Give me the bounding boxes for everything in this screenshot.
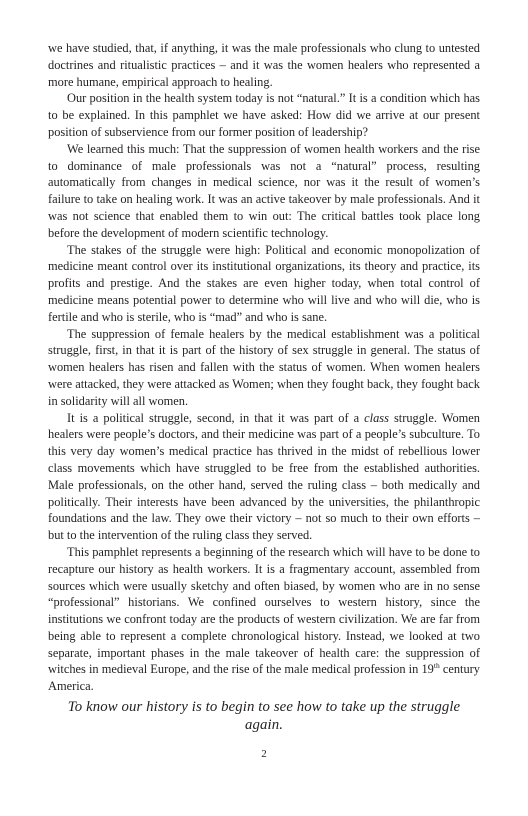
ordinal-superscript: th <box>433 661 440 671</box>
paragraph: we have studied, that, if anything, it was the male professionals who clung to untested doctrines and ritualistic practices – and it was the women healers who represented a more humane, empirical approach to healing. <box>48 41 480 89</box>
paragraph-text: It is a political struggle, second, in that it was part of a <box>67 410 365 425</box>
page-number: 2 <box>261 748 267 760</box>
paragraph: We learned this much: That the suppression of women health workers and the rise to dominance of male professionals was not a “natural” process, resulting automatically from changes in medical science, nor was it the result of women’s failure to take on healing work. It was an active takeover by male professionals. And it was not science that enabled them to win out: The critical battles took place long before the development of modern scientific technology. <box>48 141 480 240</box>
paragraph: Our position in the health system today is not “natural.” It is a condition which has to be explained. In this pamphlet we have asked: How did we arrive at our present position of subservience from our former position of leadership? <box>48 91 480 139</box>
page-body <box>48 40 480 734</box>
paragraph-with-superscript <box>48 544 480 695</box>
paragraph-text: century America. <box>48 662 480 694</box>
emphasized-word: class <box>364 410 389 425</box>
closing-line: To know our history is to begin to see how to take up the struggle again. <box>67 699 461 734</box>
paragraph-with-emphasis <box>48 410 480 544</box>
paragraph: The stakes of the struggle were high: Political and economic monopolization of medicine meant control over its institutional organizations, its theory and practice, its profits and prestige. And the stakes are even higher today, when total control of medicine means potential power to determine who will live and who will die, who is fertile and who is sterile, who is “mad” and who is sane. <box>48 242 480 324</box>
paragraph-text: struggle. Women healers were people’s doctors, and their medicine was part of a people’s subculture. To this very day women’s medical practice has thrived in the midst of rebellious lower class movements which have struggled to be free from the established authorities. Male professionals, on the other hand, served the ruling class – both medically and politically. Their interests have been advanced by the universities, the philanthropic foundations and the law. They owe their victory – not so much to their own efforts – but to the intervention of the ruling class they served. <box>48 410 480 543</box>
paragraph-text: This pamphlet represents a beginning of the research which will have to be done to recapture our history as health workers. It is a fragmentary account, assembled from sources which were usually sketchy and often biased, by women who are in no sense “professional” historians. We confined ourselves to western history, since the institutions we confront today are the products of western civilization. We are far from being able to represent a complete chronological history. Instead, we looked at two separate, important phases in the male takeover of health care: the suppression of witches in medieval Europe, and the rise of the male medical profession in 19 <box>48 544 480 677</box>
paragraph: The suppression of female healers by the medical establishment was a political struggle, first, in that it is part of the history of sex struggle in general. The status of women healers has risen and fallen with the status of women. When women healers were attacked, they were attacked as Women; when they fought back, they fought back in solidarity will all women. <box>48 326 480 408</box>
